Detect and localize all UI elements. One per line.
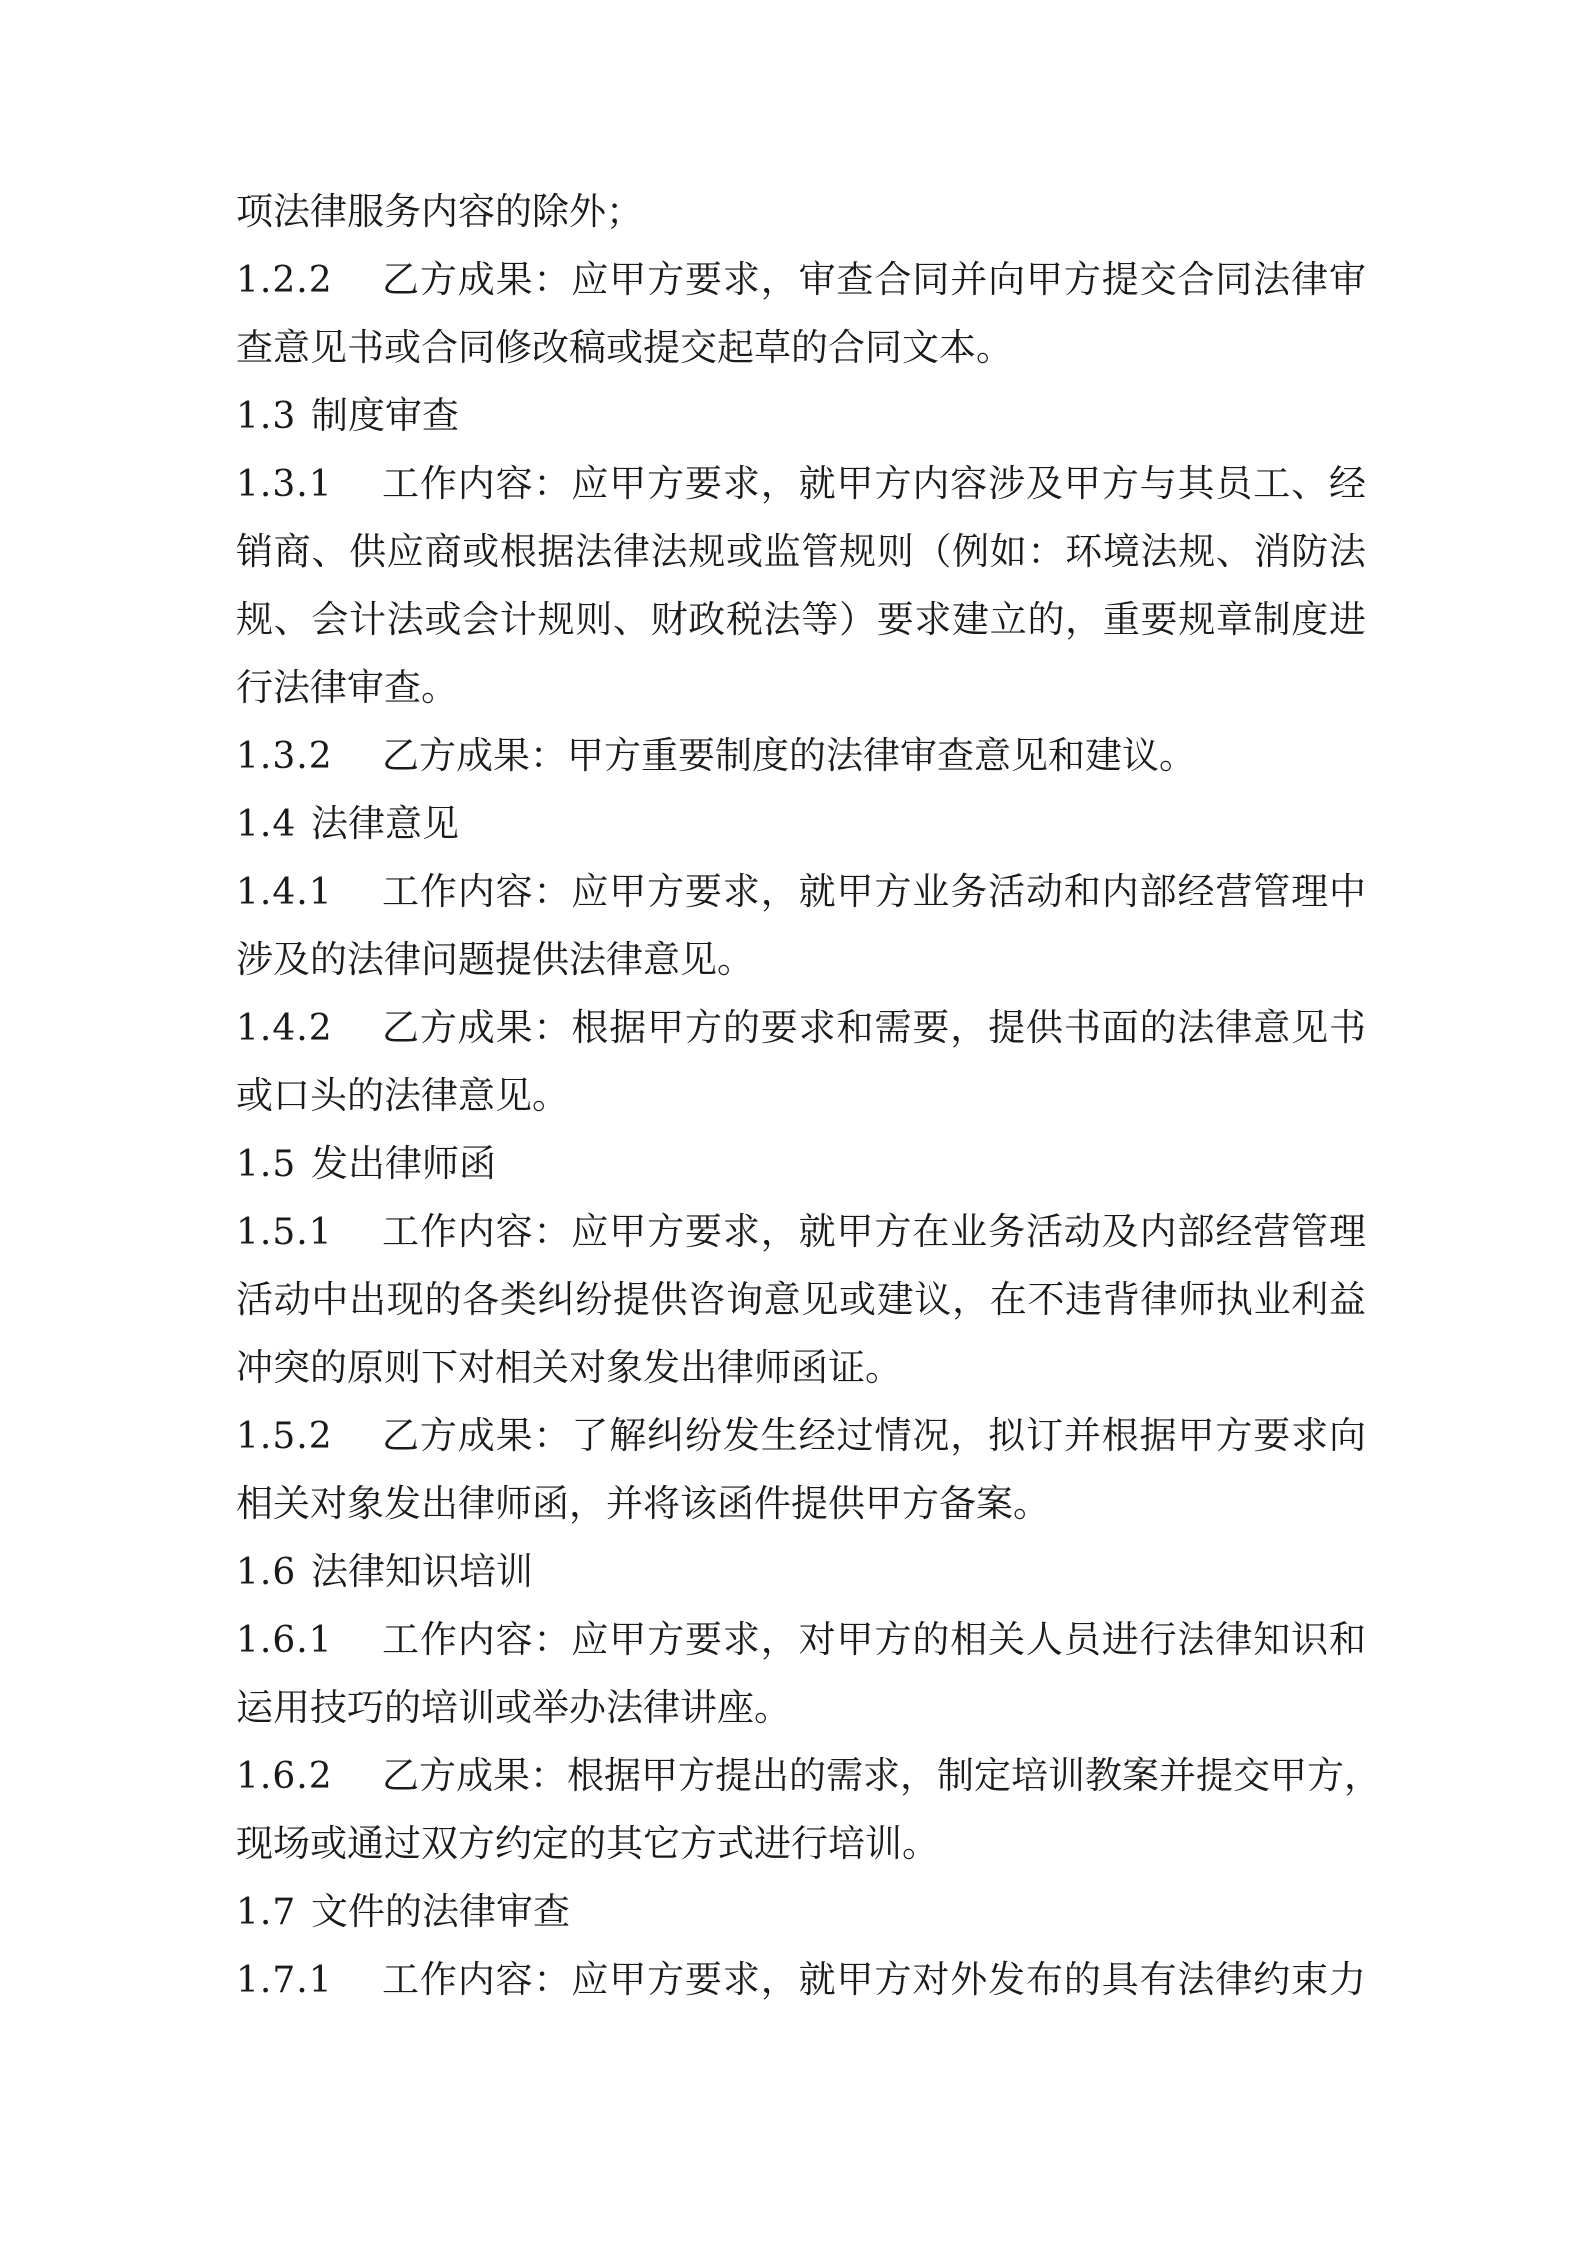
continuation-line (236, 1062, 1366, 1130)
clause-number: 1.4.1 (236, 872, 333, 913)
continuation-line (236, 178, 1366, 246)
continuation-line (236, 1266, 1366, 1334)
clause-line (236, 246, 1366, 314)
clause-line (236, 994, 1366, 1062)
clause-text: 销商、供应商或根据法律法规或监管规则（例如：环境法规、消防法 (236, 530, 1366, 573)
clause-text: 行法律审查。 (236, 666, 458, 709)
section-heading (236, 1130, 1366, 1198)
document-page (236, 178, 1381, 2014)
clause-number: 1.5.1 (236, 1212, 333, 1253)
continuation-line (236, 586, 1366, 654)
clause-text: 工作内容：应甲方要求，对甲方的相关人员进行法律知识和 (382, 1618, 1366, 1661)
clause-text: 工作内容：应甲方要求，就甲方业务活动和内部经营管理中 (382, 870, 1366, 913)
clause-text: 工作内容：应甲方要求，就甲方对外发布的具有法律约束力 (382, 1958, 1366, 2001)
clause-number: 1.3.2 (236, 736, 333, 777)
continuation-line (236, 314, 1366, 382)
section-number: 1.4 (236, 804, 297, 845)
clause-text: 运用技巧的培训或举办法律讲座。 (236, 1686, 791, 1729)
continuation-line (236, 1334, 1366, 1402)
section-title: 文件的法律审查 (311, 1890, 570, 1933)
section-title: 法律知识培训 (311, 1550, 533, 1593)
continuation-line (236, 654, 1366, 722)
clause-line (236, 1198, 1366, 1266)
section-number: 1.6 (236, 1552, 297, 1593)
section-number: 1.7 (236, 1892, 297, 1933)
clause-text: 规、会计法或会计规则、财政税法等）要求建立的，重要规章制度进 (236, 598, 1366, 641)
clause-line (236, 722, 1366, 790)
clause-line (236, 1742, 1381, 1810)
section-number: 1.3 (236, 396, 297, 437)
clause-text: 乙方成果：根据甲方的要求和需要，提供书面的法律意见书 (382, 1006, 1366, 1049)
continuation-line (236, 1810, 1366, 1878)
continuation-line (236, 518, 1366, 586)
section-heading (236, 382, 1366, 450)
clause-number: 1.4.2 (236, 1008, 333, 1049)
continuation-line (236, 1674, 1366, 1742)
section-heading (236, 1878, 1366, 1946)
clause-text: 或口头的法律意见。 (236, 1074, 569, 1117)
clause-number: 1.3.1 (236, 464, 333, 505)
section-title: 发出律师函 (311, 1142, 496, 1185)
clause-number: 1.6.1 (236, 1620, 333, 1661)
clause-text: 涉及的法律问题提供法律意见。 (236, 938, 754, 981)
clause-line (236, 1946, 1366, 2014)
section-heading (236, 790, 1366, 858)
clause-number: 1.6.2 (236, 1756, 333, 1797)
clause-text: 工作内容：应甲方要求，就甲方在业务活动及内部经营管理 (382, 1210, 1366, 1253)
clause-text: 项法律服务内容的除外； (236, 190, 643, 233)
clause-text: 现场或通过双方约定的其它方式进行培训。 (236, 1822, 939, 1865)
continuation-line (236, 926, 1366, 994)
clause-text: 相关对象发出律师函，并将该函件提供甲方备案。 (236, 1482, 1050, 1525)
clause-text: 查意见书或合同修改稿或提交起草的合同文本。 (236, 326, 1013, 369)
clause-text: 工作内容：应甲方要求，就甲方内容涉及甲方与其员工、经 (382, 462, 1366, 505)
section-heading (236, 1538, 1366, 1606)
clause-text: 乙方成果：了解纠纷发生经过情况，拟订并根据甲方要求向 (382, 1414, 1366, 1457)
clause-number: 1.7.1 (236, 1960, 333, 2001)
clause-number: 1.2.2 (236, 260, 333, 301)
clause-number: 1.5.2 (236, 1416, 333, 1457)
section-title: 制度审查 (311, 394, 459, 437)
clause-text: 冲突的原则下对相关对象发出律师函证。 (236, 1346, 902, 1389)
clause-text: 乙方成果：根据甲方提出的需求，制定培训教案并提交甲方， (382, 1754, 1381, 1797)
clause-text: 乙方成果：应甲方要求，审查合同并向甲方提交合同法律审 (382, 258, 1366, 301)
section-title: 法律意见 (311, 802, 459, 845)
continuation-line (236, 1470, 1366, 1538)
clause-text: 乙方成果：甲方重要制度的法律审查意见和建议。 (382, 734, 1196, 777)
clause-text: 活动中出现的各类纠纷提供咨询意见或建议，在不违背律师执业利益 (236, 1278, 1366, 1321)
clause-line (236, 858, 1366, 926)
clause-line (236, 450, 1366, 518)
clause-line (236, 1402, 1366, 1470)
clause-line (236, 1606, 1366, 1674)
section-number: 1.5 (236, 1144, 297, 1185)
